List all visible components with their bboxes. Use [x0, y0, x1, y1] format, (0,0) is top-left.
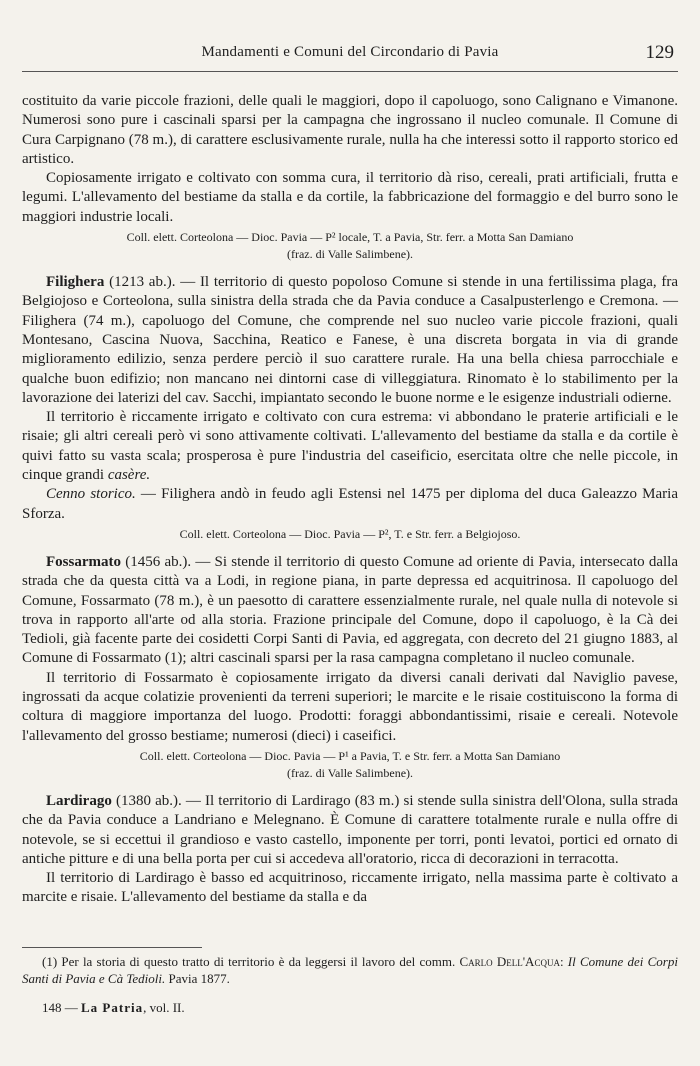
filighera-text-1: (1213 ab.). — Il territorio di questo popoloso Comune si stende in una fertilissima plaga, fra Belgiojoso e Corteolona, sulla sinistra della strada che da Pavia conduce a Casalpusterlengo e Cremona. — Filighera (74 m.), capoluogo del Comune, che comprende nel suo nucleo varie piccole frazioni, quali Montesano, Cascina Nuova, Sacchina, Reatico e Fanese, è una discreta borgata in via di grande miglioramento edilizio, senza perdere perciò il suo carattere rurale. Ha una bella chiesa parrocchiale e qualche buon edifizio; non mancano nei dintorni case di villeggiatura. Rinomato è lo stabilimento per la lavorazione dei laterizi del cav. Sacchi, impiantato secondo le buone norme e le esigenze industriali odierne.	[22, 274, 678, 406]
filighera-paragraph-2	[22, 408, 678, 485]
signature-number: 148 —	[42, 1000, 81, 1015]
signature-title: La Patria	[81, 1000, 144, 1015]
filighera-text-3: — Filighera andò in feudo agli Estensi nel 1475 per diploma del duca Galeazzo Maria Sforza.	[22, 486, 678, 522]
filighera-history-label: Cenno storico.	[46, 486, 136, 503]
fossarmato-lemma: Fossarmato	[46, 553, 121, 570]
filighera-paragraph-1	[22, 273, 678, 408]
lardirago-paragraph-2: Il territorio di Lardirago è basso ed acquitrinoso, riccamente irrigato, nella massima parte è coltivato a marcite e risaie. L'allevamento del bestiame da stalla e da	[22, 870, 678, 906]
footnote-text-2: :	[559, 954, 568, 969]
fossarmato-electoral-line-1: Coll. elett. Corteolona — Dioc. Pavia — P¹ a Pavia, T. e Str. ferr. a Motta San Damiano	[139, 748, 561, 763]
filighera-paragraph-3	[22, 485, 678, 524]
footnote-author: Carlo Dell'Acqua	[459, 954, 560, 969]
header-rule	[22, 71, 678, 72]
fossarmato-paragraph-1	[22, 553, 678, 669]
lardirago-lemma: Lardirago	[46, 792, 112, 809]
filighera-casere: casère.	[107, 467, 151, 484]
intro-paragraph-1: costituito da varie piccole frazioni, delle quali le maggiori, dopo il capoluogo, sono Calignano e Vimanone. Numerosi sono pure i cascinali sparsi per la campagna che ingrossano il nucleo comunale. Il Comune di Cura Carpignano (78 m.), di carattere esclusivamente rurale, nulla ha che interessi sotto il rapporto storico ed artistico.	[22, 93, 678, 167]
lardirago-text-1: (1380 ab.). — Il territorio di Lardirago (83 m.) si stende sulla sinistra dell'Olona, sulla strada che da Pavia conduce a Landriano e Melegnano. È Comune di carattere totalmente rurale e nulla offre di notevole, se si eccettui il grandioso e vasto castello, imponente per torri, ponti levatoi, portici ed ornato di antiche pitture e di una bella porta per cui si accedeva all'oratorio, ricca di decorazioni in terracotta.	[22, 792, 678, 867]
page-body	[22, 92, 678, 908]
intro-electoral-note	[22, 229, 678, 263]
intro-paragraph-2: Copiosamente irrigato e coltivato con somma cura, il territorio dà riso, cereali, prati artificiali, frutta e legumi. L'allevamento del bestiame da stalla e da cortile, la fabbricazione del formaggio e del burro sono le maggiori industrie locali.	[22, 170, 678, 225]
running-title: Mandamenti e Comuni del Circondario di Pavia	[201, 44, 499, 60]
filighera-lemma: Filighera	[46, 274, 105, 291]
footnote-work: Il Comune dei Corpi Santi di Pavia e Cà Tedioli.	[22, 954, 678, 986]
footnote-text-1: (1) Per la storia di questo tratto di territorio è da leggersi il lavoro del comm.	[42, 954, 460, 969]
filighera-electoral-note: Coll. elett. Corteolona — Dioc. Pavia — P², T. e Str. ferr. a Belgiojoso.	[179, 526, 521, 541]
page-number: 129	[645, 42, 674, 63]
footnote-text-3: Pavia 1877.	[165, 971, 230, 986]
fossarmato-electoral-line-2: (fraz. di Valle Salimbene).	[286, 765, 414, 780]
lardirago-paragraph-1	[22, 792, 678, 869]
footnote	[22, 953, 678, 987]
filighera-text-2: Il territorio è riccamente irrigato e coltivato con cura estrema: vi abbondano le praterie artificiali e le risaie; gli altri cereali però vi sono attivamente coltivati. L'allevamento del bestiame da stalla e da cortile è quivi fatto su vasta scala; prosperosa è pure l'industria del caseificio, esercitata oltre che nelle piccole, in cinque grandi	[22, 409, 678, 484]
running-header	[22, 42, 678, 68]
signature-volume: , vol. II.	[143, 1000, 185, 1015]
printer-signature	[42, 1000, 185, 1016]
fossarmato-paragraph-2: Il territorio di Fossarmato è copiosamente irrigato da diversi canali derivati dal Naviglio pavese, ingrossati da acque colatizie provenienti da terreni superiori; le marcite e le risaie costituiscono la forma di coltura di maggiore importanza del luogo. Prodotti: foraggi abbondantissimi, risaie e cereali. Notevole l'allevamento del grosso bestiame; numerosi (dieci) i caseifici.	[22, 669, 678, 744]
footnote-rule	[22, 947, 202, 948]
fossarmato-electoral-note	[22, 748, 678, 782]
fossarmato-text-1: (1456 ab.). — Si stende il territorio di questo Comune ad oriente di Pavia, intersecato dalla strada che da questa città va a Lodi, in regione piana, in parte depressa ed acquitrinosa. Il capoluogo del Comune, Fossarmato (78 m.), è un paesotto di carattere essenzialmente rurale, nel quale nulla di notevole si trova in rapporto all'arte od alla storia. Frazione principale del Comune, dopo il capoluogo, è la Cà dei Tedioli, già facente parte dei cosidetti Corpi Santi di Pavia, ed aggregata, con decreto del 21 giugno 1883, al Comune di Fossarmato (1); altri cascinali sparsi per la rasa campagna completano il nucleo comunale.	[22, 553, 678, 667]
intro-electoral-line-2: (fraz. di Valle Salimbene).	[286, 247, 414, 262]
intro-electoral-line-1: Coll. elett. Corteolona — Dioc. Pavia — P² locale, T. a Pavia, Str. ferr. a Motta San Damiano	[126, 230, 574, 245]
